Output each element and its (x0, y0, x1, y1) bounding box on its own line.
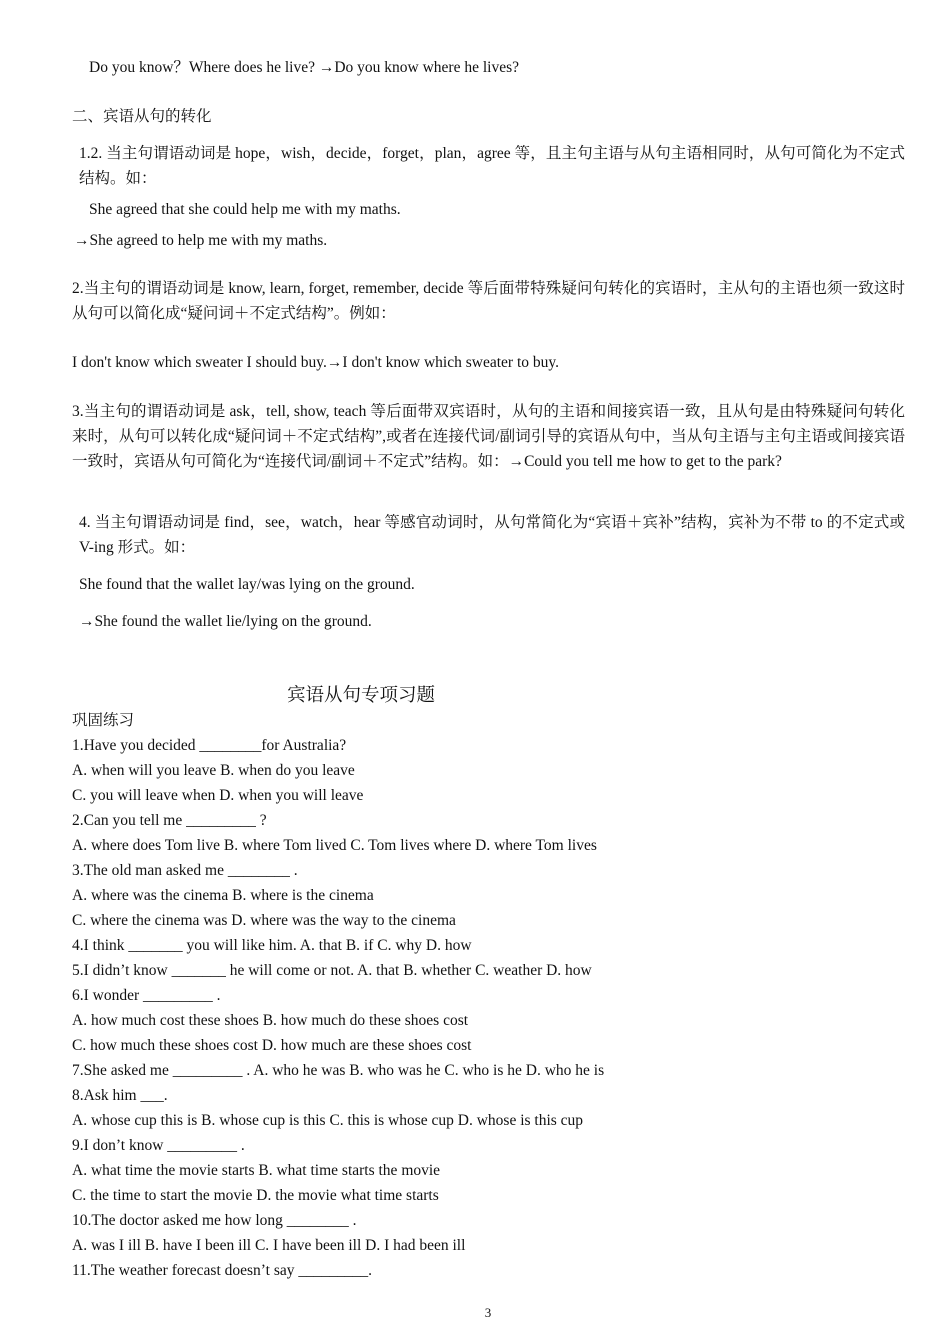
question-line: 5.I didn’t know _______ he will come or not. A. that B. whether C. weather D. how (72, 962, 592, 979)
rule-2-text: 2.当主句的谓语动词是 know, learn, forget, remember, decide 等后面带特殊疑问句转化的宾语时，主从句的主语也须一致这时从句可以简化成“疑问词＋不定式结构”。例如： (72, 280, 905, 322)
question-line: C. where the cinema was D. where was the way to the cinema (72, 912, 456, 929)
rule-4-text: 4. 当主句谓语动词是 find，see，watch，hear 等感官动词时，从句常简化为“宾语＋宾补”结构，宾补为不带 to 的不定式或 V-ing 形式。如： (79, 514, 905, 556)
question-line: C. the time to start the movie D. the movie what time starts (72, 1187, 439, 1204)
rule-4-result: →She found the wallet lie/lying on the ground. (79, 613, 372, 630)
section-heading: 二、宾语从句的转化 (72, 108, 212, 125)
question-line: C. you will leave when D. when you will leave (72, 787, 364, 804)
question-line: 9.I don’t know _________ . (72, 1137, 245, 1154)
question-line: A. where was the cinema B. where is the cinema (72, 887, 374, 904)
question-line: 10.The doctor asked me how long ________ . (72, 1212, 357, 1229)
rule-2-example: I don't know which sweater I should buy.→I don't know which sweater to buy. (72, 354, 560, 371)
question-line: A. where does Tom live B. where Tom lived C. Tom lives where D. where Tom lives (72, 837, 597, 854)
question-line: A. when will you leave B. when do you leave (72, 762, 355, 779)
question-line: C. how much these shoes cost D. how much are these shoes cost (72, 1037, 472, 1054)
question-line: 8.Ask him ___. (72, 1087, 168, 1104)
question-line: A. whose cup this is B. whose cup is this C. this is whose cup D. whose is this cup (72, 1112, 584, 1129)
rule-1-example: She agreed that she could help me with my maths. (89, 201, 401, 218)
question-line: 11.The weather forecast doesn’t say _________. (72, 1262, 373, 1279)
rule-4-example: She found that the wallet lay/was lying on the ground. (79, 576, 415, 593)
question-line: 4.I think _______ you will like him. A. that B. if C. why D. how (72, 937, 472, 954)
page-number: 3 (484, 1305, 492, 1320)
question-line: 3.The old man asked me ________ . (72, 862, 298, 879)
question-line: 6.I wonder _________ . (72, 987, 221, 1004)
question-line: A. how much cost these shoes B. how much do these shoes cost (72, 1012, 469, 1029)
rule-1-text: 1.2. 当主句谓语动词是 hope，wish，decide，forget，plan，agree 等，且主句主语与从句主语相同时，从句可简化为不定式结构。如： (79, 145, 905, 187)
question-line: 7.She asked me _________ . A. who he was B. who was he C. who is he D. who he is (72, 1062, 605, 1079)
exercise-title: 宾语从句专项习题 (287, 686, 436, 706)
question-line: 2.Can you tell me _________ ? (72, 812, 267, 829)
example-line: Do you know？Where does he live? →Do you know where he lives? (89, 59, 520, 76)
question-line: A. was I ill B. have I been ill C. I have been ill D. I had been ill (72, 1237, 466, 1254)
question-line: 1.Have you decided ________for Australia? (72, 737, 347, 754)
question-line: A. what time the movie starts B. what time starts the movie (72, 1162, 441, 1179)
rule-3-text: 3.当主句的谓语动词是 ask，tell, show, teach 等后面带双宾语时，从句的主语和间接宾语一致，且从句是由特殊疑问句转化来时，从句可以转化成“疑问词＋不定式结构”,或者在连接代词/副词引导的宾语从句中，当从句主语与主句主语或间接宾语一致时，宾语从句可简化为“连接代词/副词＋不定式”结构。如：→Could you tell me how to get to the park? (72, 403, 905, 470)
exercise-subtitle: 巩固练习 (72, 712, 135, 729)
rule-1-result: →She agreed to help me with my maths. (74, 232, 328, 249)
